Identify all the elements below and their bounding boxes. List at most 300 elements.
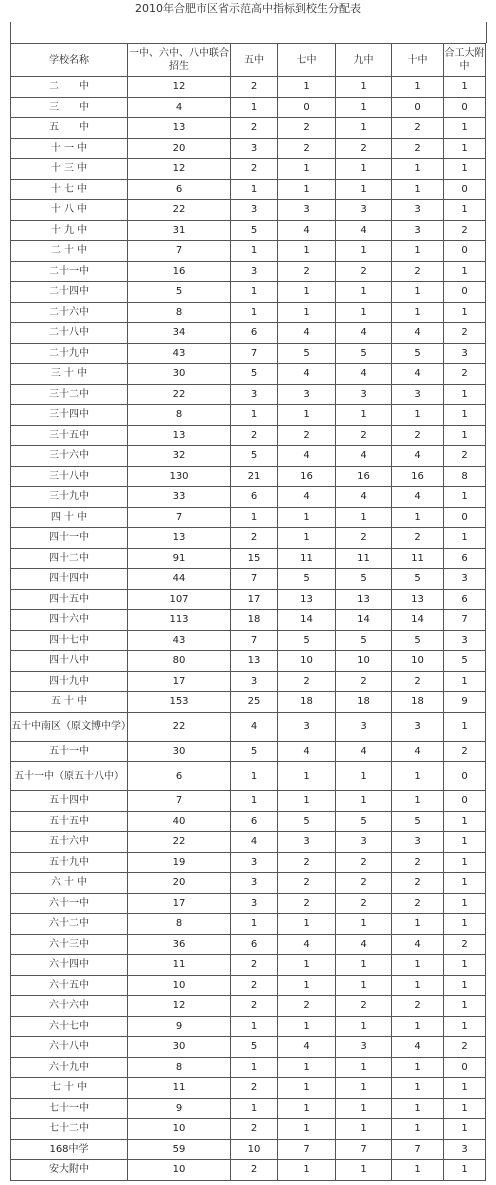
cell-no10: 2 [392, 671, 444, 692]
cell-no10: 0 [392, 97, 444, 118]
cell-hfut-affiliated: 1 [444, 852, 486, 873]
cell-no7: 1 [278, 302, 336, 323]
cell-school-name: 二十六中 [11, 302, 128, 323]
cell-no5: 7 [231, 569, 278, 590]
table-row [11, 364, 486, 385]
table-row [11, 282, 486, 303]
cell-no7: 2 [278, 852, 336, 873]
cell-no9: 1 [336, 159, 392, 180]
cell-joint-admission: 16 [128, 261, 231, 282]
cell-school-name: 三十五中 [11, 425, 128, 446]
cell-joint-admission: 34 [128, 323, 231, 344]
cell-no5: 6 [231, 811, 278, 832]
cell-no9: 1 [336, 791, 392, 812]
cell-no9: 2 [336, 893, 392, 914]
cell-no9: 5 [336, 630, 392, 651]
cell-no10: 2 [392, 852, 444, 873]
cell-joint-admission: 8 [128, 1057, 231, 1078]
cell-joint-admission: 9 [128, 1016, 231, 1037]
cell-no10: 4 [392, 487, 444, 508]
cell-no9: 4 [336, 934, 392, 955]
cell-no5: 5 [231, 220, 278, 241]
cell-school-name: 四十七中 [11, 630, 128, 651]
cell-joint-admission: 10 [128, 1119, 231, 1140]
cell-no9: 1 [336, 762, 392, 791]
cell-no10: 2 [392, 996, 444, 1017]
table-row [11, 405, 486, 426]
cell-no5: 6 [231, 934, 278, 955]
cell-no7: 1 [278, 282, 336, 303]
cell-no9: 7 [336, 1139, 392, 1160]
cell-no10: 1 [392, 791, 444, 812]
cell-hfut-affiliated: 1 [444, 159, 486, 180]
table-row [11, 1016, 486, 1037]
cell-no9: 14 [336, 610, 392, 631]
cell-hfut-affiliated: 0 [444, 1057, 486, 1078]
cell-no5: 2 [231, 1119, 278, 1140]
cell-no5: 3 [231, 671, 278, 692]
cell-school-name: 五 中 [11, 118, 128, 139]
cell-no5: 2 [231, 1160, 278, 1181]
cell-no10: 1 [392, 975, 444, 996]
cell-school-name: 六十五中 [11, 975, 128, 996]
cell-hfut-affiliated: 0 [444, 791, 486, 812]
cell-no10: 1 [392, 302, 444, 323]
cell-no9: 1 [336, 118, 392, 139]
table-row [11, 507, 486, 528]
cell-joint-admission: 13 [128, 425, 231, 446]
cell-no9: 4 [336, 323, 392, 344]
cell-no7: 11 [278, 548, 336, 569]
cell-no7: 2 [278, 893, 336, 914]
cell-joint-admission: 17 [128, 893, 231, 914]
cell-no9: 3 [336, 200, 392, 221]
cell-hfut-affiliated: 1 [444, 671, 486, 692]
cell-no5: 1 [231, 179, 278, 200]
cell-no9: 1 [336, 1016, 392, 1037]
cell-joint-admission: 153 [128, 692, 231, 713]
table-row [11, 159, 486, 180]
cell-no10: 13 [392, 589, 444, 610]
cell-joint-admission: 8 [128, 302, 231, 323]
cell-school-name: 安大附中 [11, 1160, 128, 1181]
cell-no7: 1 [278, 507, 336, 528]
cell-no10: 1 [392, 179, 444, 200]
table-row [11, 200, 486, 221]
cell-no9: 1 [336, 241, 392, 262]
table-row [11, 610, 486, 631]
cell-joint-admission: 19 [128, 852, 231, 873]
cell-no10: 2 [392, 425, 444, 446]
cell-school-name: 四十六中 [11, 610, 128, 631]
cell-no10: 1 [392, 914, 444, 935]
cell-no9: 2 [336, 671, 392, 692]
cell-hfut-affiliated: 3 [444, 343, 486, 364]
cell-hfut-affiliated: 0 [444, 241, 486, 262]
cell-no7: 10 [278, 651, 336, 672]
cell-no9: 2 [336, 261, 392, 282]
table-row [11, 1037, 486, 1058]
cell-hfut-affiliated: 2 [444, 1037, 486, 1058]
cell-no5: 3 [231, 200, 278, 221]
cell-no5: 6 [231, 323, 278, 344]
cell-no7: 13 [278, 589, 336, 610]
cell-no9: 1 [336, 77, 392, 98]
cell-no10: 1 [392, 1098, 444, 1119]
cell-no7: 3 [278, 384, 336, 405]
cell-joint-admission: 130 [128, 466, 231, 487]
cell-no9: 4 [336, 446, 392, 467]
header-no9: 九中 [336, 44, 392, 77]
cell-no9: 2 [336, 996, 392, 1017]
cell-no7: 1 [278, 1078, 336, 1099]
cell-hfut-affiliated: 1 [444, 1098, 486, 1119]
table-row [11, 996, 486, 1017]
cell-joint-admission: 10 [128, 975, 231, 996]
cell-no5: 7 [231, 343, 278, 364]
table-row [11, 1119, 486, 1140]
cell-joint-admission: 80 [128, 651, 231, 672]
cell-no7: 1 [278, 975, 336, 996]
cell-no9: 1 [336, 405, 392, 426]
cell-no5: 1 [231, 97, 278, 118]
cell-hfut-affiliated: 1 [444, 384, 486, 405]
cell-hfut-affiliated: 2 [444, 934, 486, 955]
cell-joint-admission: 31 [128, 220, 231, 241]
table-row [11, 914, 486, 935]
cell-joint-admission: 22 [128, 832, 231, 853]
cell-school-name: 四十四中 [11, 569, 128, 590]
cell-no5: 2 [231, 1078, 278, 1099]
cell-no9: 3 [336, 1037, 392, 1058]
cell-no9: 16 [336, 466, 392, 487]
cell-school-name: 三 十 中 [11, 364, 128, 385]
cell-school-name: 七十二中 [11, 1119, 128, 1140]
cell-no9: 2 [336, 528, 392, 549]
cell-no10: 4 [392, 364, 444, 385]
cell-joint-admission: 33 [128, 487, 231, 508]
cell-no9: 1 [336, 1119, 392, 1140]
cell-school-name: 二 中 [11, 77, 128, 98]
cell-school-name: 六十七中 [11, 1016, 128, 1037]
cell-school-name: 二十九中 [11, 343, 128, 364]
cell-joint-admission: 113 [128, 610, 231, 631]
cell-no10: 4 [392, 934, 444, 955]
cell-no7: 1 [278, 528, 336, 549]
cell-joint-admission: 30 [128, 364, 231, 385]
cell-no10: 2 [392, 261, 444, 282]
cell-school-name: 十 八 中 [11, 200, 128, 221]
cell-no9: 1 [336, 302, 392, 323]
cell-hfut-affiliated: 1 [444, 811, 486, 832]
cell-no7: 1 [278, 1057, 336, 1078]
table-row [11, 1139, 486, 1160]
table-row [11, 832, 486, 853]
table-top-strip [10, 22, 487, 43]
cell-no9: 1 [336, 282, 392, 303]
cell-no5: 5 [231, 364, 278, 385]
cell-no9: 4 [336, 487, 392, 508]
cell-hfut-affiliated: 1 [444, 712, 486, 741]
cell-no7: 4 [278, 487, 336, 508]
cell-no7: 16 [278, 466, 336, 487]
cell-hfut-affiliated: 2 [444, 220, 486, 241]
cell-joint-admission: 17 [128, 671, 231, 692]
cell-no7: 0 [278, 97, 336, 118]
cell-hfut-affiliated: 1 [444, 914, 486, 935]
cell-no9: 3 [336, 384, 392, 405]
cell-school-name: 168中学 [11, 1139, 128, 1160]
cell-hfut-affiliated: 2 [444, 323, 486, 344]
table-row [11, 811, 486, 832]
cell-no5: 1 [231, 507, 278, 528]
table-row [11, 1098, 486, 1119]
table-row [11, 323, 486, 344]
cell-no5: 2 [231, 118, 278, 139]
cell-no7: 14 [278, 610, 336, 631]
cell-joint-admission: 59 [128, 1139, 231, 1160]
cell-hfut-affiliated: 1 [444, 118, 486, 139]
cell-no7: 1 [278, 1016, 336, 1037]
cell-school-name: 十 九 中 [11, 220, 128, 241]
cell-hfut-affiliated: 1 [444, 832, 486, 853]
cell-no7: 1 [278, 241, 336, 262]
cell-joint-admission: 20 [128, 138, 231, 159]
table-row [11, 302, 486, 323]
cell-no7: 4 [278, 446, 336, 467]
cell-no7: 1 [278, 159, 336, 180]
cell-joint-admission: 43 [128, 343, 231, 364]
cell-no5: 5 [231, 1037, 278, 1058]
cell-no10: 4 [392, 323, 444, 344]
cell-joint-admission: 13 [128, 528, 231, 549]
cell-no7: 2 [278, 671, 336, 692]
cell-no7: 3 [278, 832, 336, 853]
cell-hfut-affiliated: 1 [444, 487, 486, 508]
cell-no5: 3 [231, 873, 278, 894]
table-row [11, 569, 486, 590]
cell-no5: 13 [231, 651, 278, 672]
cell-hfut-affiliated: 2 [444, 741, 486, 762]
cell-joint-admission: 4 [128, 97, 231, 118]
cell-joint-admission: 30 [128, 741, 231, 762]
cell-no9: 1 [336, 975, 392, 996]
table-row [11, 241, 486, 262]
cell-no7: 1 [278, 1098, 336, 1119]
table-row [11, 1160, 486, 1181]
table-row [11, 955, 486, 976]
cell-school-name: 五 十 中 [11, 692, 128, 713]
cell-no7: 4 [278, 934, 336, 955]
table-row [11, 138, 486, 159]
cell-no10: 5 [392, 569, 444, 590]
cell-joint-admission: 11 [128, 955, 231, 976]
table-row [11, 384, 486, 405]
cell-no9: 18 [336, 692, 392, 713]
cell-school-name: 五十一中 [11, 741, 128, 762]
table-row [11, 425, 486, 446]
cell-hfut-affiliated: 1 [444, 138, 486, 159]
cell-school-name: 三十二中 [11, 384, 128, 405]
cell-hfut-affiliated: 6 [444, 548, 486, 569]
cell-no10: 7 [392, 1139, 444, 1160]
cell-school-name: 五十四中 [11, 791, 128, 812]
cell-no7: 5 [278, 569, 336, 590]
cell-hfut-affiliated: 3 [444, 630, 486, 651]
cell-school-name: 六十九中 [11, 1057, 128, 1078]
cell-joint-admission: 13 [128, 118, 231, 139]
cell-no9: 5 [336, 811, 392, 832]
cell-school-name: 五十六中 [11, 832, 128, 853]
table-header-row [11, 44, 486, 77]
cell-joint-admission: 6 [128, 762, 231, 791]
cell-hfut-affiliated: 2 [444, 364, 486, 385]
cell-no10: 14 [392, 610, 444, 631]
cell-joint-admission: 44 [128, 569, 231, 590]
cell-school-name: 十 一 中 [11, 138, 128, 159]
cell-no10: 10 [392, 651, 444, 672]
cell-school-name: 三十九中 [11, 487, 128, 508]
cell-school-name: 二 十 中 [11, 241, 128, 262]
cell-no7: 1 [278, 762, 336, 791]
cell-joint-admission: 43 [128, 630, 231, 651]
cell-no9: 2 [336, 873, 392, 894]
cell-no10: 2 [392, 118, 444, 139]
cell-school-name: 五十中南区（原文博中学） [11, 712, 128, 741]
cell-school-name: 十 七 中 [11, 179, 128, 200]
cell-no10: 5 [392, 630, 444, 651]
cell-school-name: 七十一中 [11, 1098, 128, 1119]
cell-joint-admission: 8 [128, 405, 231, 426]
cell-no10: 1 [392, 762, 444, 791]
cell-no5: 1 [231, 914, 278, 935]
cell-no10: 2 [392, 528, 444, 549]
table-row [11, 589, 486, 610]
table-row [11, 791, 486, 812]
cell-school-name: 四十九中 [11, 671, 128, 692]
cell-no5: 4 [231, 832, 278, 853]
table-row [11, 630, 486, 651]
cell-no7: 2 [278, 118, 336, 139]
cell-hfut-affiliated: 3 [444, 1139, 486, 1160]
header-no5: 五中 [231, 44, 278, 77]
cell-hfut-affiliated: 1 [444, 302, 486, 323]
table-row [11, 1057, 486, 1078]
cell-hfut-affiliated: 3 [444, 569, 486, 590]
cell-no7: 4 [278, 1037, 336, 1058]
cell-hfut-affiliated: 0 [444, 507, 486, 528]
cell-no10: 2 [392, 873, 444, 894]
cell-no9: 2 [336, 138, 392, 159]
table-row [11, 77, 486, 98]
cell-no5: 1 [231, 302, 278, 323]
table-row [11, 1078, 486, 1099]
cell-joint-admission: 12 [128, 996, 231, 1017]
cell-no9: 1 [336, 1078, 392, 1099]
cell-no10: 1 [392, 1078, 444, 1099]
cell-joint-admission: 9 [128, 1098, 231, 1119]
cell-hfut-affiliated: 6 [444, 589, 486, 610]
table-row [11, 528, 486, 549]
cell-no10: 18 [392, 692, 444, 713]
table-row [11, 651, 486, 672]
cell-joint-admission: 36 [128, 934, 231, 955]
table-row [11, 741, 486, 762]
cell-no7: 5 [278, 630, 336, 651]
cell-no5: 1 [231, 791, 278, 812]
cell-no10: 3 [392, 384, 444, 405]
cell-school-name: 六十二中 [11, 914, 128, 935]
cell-hfut-affiliated: 0 [444, 97, 486, 118]
cell-joint-admission: 5 [128, 282, 231, 303]
cell-school-name: 四十八中 [11, 651, 128, 672]
cell-no10: 1 [392, 1119, 444, 1140]
cell-no5: 3 [231, 261, 278, 282]
cell-hfut-affiliated: 1 [444, 425, 486, 446]
cell-no5: 5 [231, 446, 278, 467]
cell-no10: 1 [392, 241, 444, 262]
cell-school-name: 四十一中 [11, 528, 128, 549]
cell-no5: 2 [231, 996, 278, 1017]
cell-no5: 3 [231, 852, 278, 873]
cell-no7: 4 [278, 220, 336, 241]
cell-no10: 16 [392, 466, 444, 487]
header-hfut-affiliated: 合工大附 中 [444, 44, 486, 77]
cell-hfut-affiliated: 1 [444, 77, 486, 98]
cell-joint-admission: 32 [128, 446, 231, 467]
cell-no5: 10 [231, 1139, 278, 1160]
cell-no10: 5 [392, 811, 444, 832]
cell-no10: 3 [392, 220, 444, 241]
cell-no10: 1 [392, 159, 444, 180]
cell-no9: 4 [336, 364, 392, 385]
cell-no5: 2 [231, 159, 278, 180]
cell-no9: 1 [336, 97, 392, 118]
cell-no10: 2 [392, 893, 444, 914]
cell-school-name: 三十八中 [11, 466, 128, 487]
cell-no5: 2 [231, 425, 278, 446]
cell-hfut-affiliated: 1 [444, 1160, 486, 1181]
cell-no9: 1 [336, 914, 392, 935]
header-school-name: 学校名称 [11, 44, 128, 77]
cell-no9: 5 [336, 343, 392, 364]
cell-no10: 1 [392, 282, 444, 303]
cell-no7: 4 [278, 364, 336, 385]
cell-no5: 1 [231, 1098, 278, 1119]
table-row [11, 118, 486, 139]
cell-joint-admission: 20 [128, 873, 231, 894]
cell-hfut-affiliated: 1 [444, 975, 486, 996]
cell-hfut-affiliated: 1 [444, 873, 486, 894]
table-row [11, 97, 486, 118]
cell-no5: 4 [231, 712, 278, 741]
cell-no9: 1 [336, 1057, 392, 1078]
table-row [11, 220, 486, 241]
cell-school-name: 五十五中 [11, 811, 128, 832]
cell-hfut-affiliated: 1 [444, 1078, 486, 1099]
cell-school-name: 四 十 中 [11, 507, 128, 528]
cell-no9: 13 [336, 589, 392, 610]
cell-no5: 17 [231, 589, 278, 610]
cell-hfut-affiliated: 7 [444, 610, 486, 631]
cell-joint-admission: 11 [128, 1078, 231, 1099]
cell-school-name: 五十九中 [11, 852, 128, 873]
cell-no10: 1 [392, 77, 444, 98]
cell-no7: 2 [278, 996, 336, 1017]
cell-no5: 1 [231, 1057, 278, 1078]
cell-no7: 1 [278, 791, 336, 812]
cell-no7: 1 [278, 1160, 336, 1181]
